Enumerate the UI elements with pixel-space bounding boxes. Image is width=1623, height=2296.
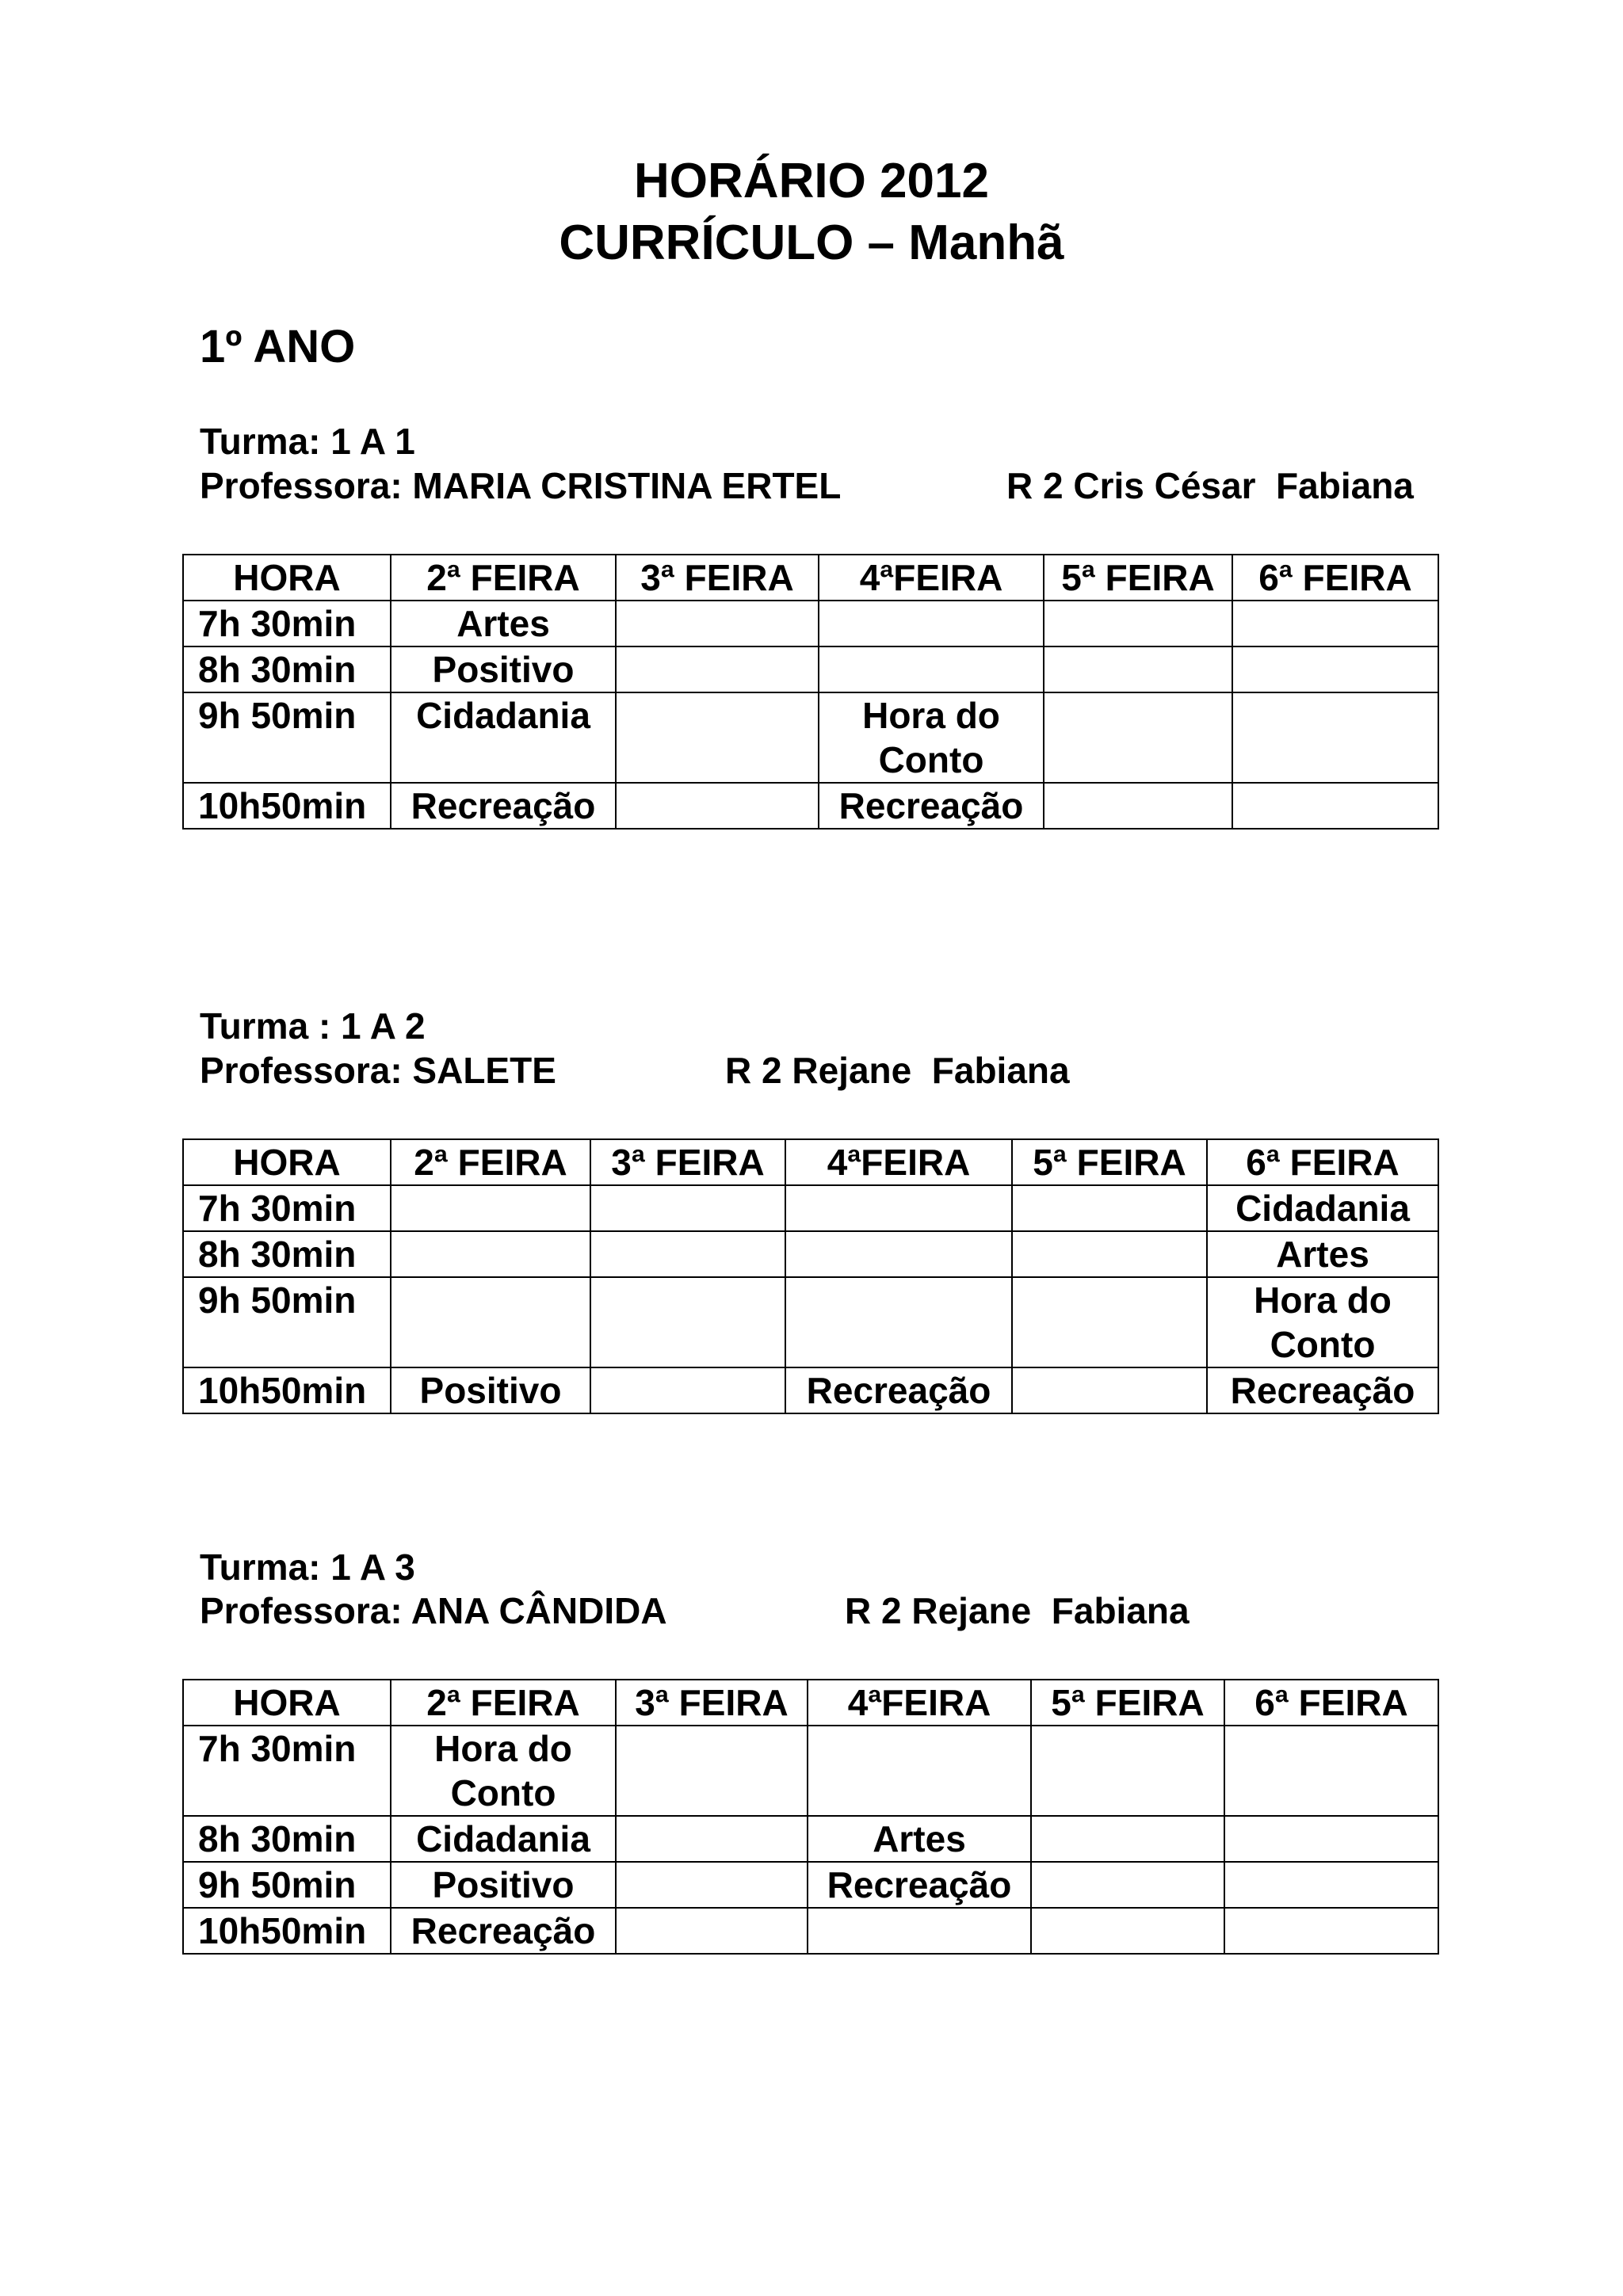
time-cell: 9h 50min (183, 1862, 391, 1908)
schedule-cell-sexta (1232, 646, 1438, 692)
schedule-cell-quarta: Recreação (785, 1367, 1012, 1413)
schedule-cell-quarta (808, 1908, 1031, 1954)
schedule-table-1a3 (182, 1679, 1439, 1955)
header-cell-quinta: 5ª FEIRA (1044, 555, 1232, 601)
schedule-cell-segunda: Positivo (391, 1367, 590, 1413)
schedule-cell-sexta: Hora do Conto (1207, 1277, 1438, 1367)
table-row (183, 646, 1438, 692)
schedule-cell-terca (616, 601, 819, 646)
class-turma-1a3: Turma: 1 A 3 (200, 1547, 415, 1588)
time-cell: 8h 30min (183, 646, 391, 692)
class-professora-1a3: Professora: ANA CÂNDIDA (200, 1590, 667, 1631)
schedule-cell-terca (590, 1231, 785, 1277)
table-row (183, 1726, 1438, 1816)
schedule-cell-sexta (1232, 783, 1438, 829)
class-rooms-1a3: R 2 Rejane Fabiana (845, 1590, 1190, 1631)
class-rooms-1a2: R 2 Rejane Fabiana (725, 1050, 1070, 1091)
schedule-cell-segunda (391, 1231, 590, 1277)
schedule-cell-sexta (1224, 1726, 1438, 1816)
schedule-cell-quinta (1012, 1277, 1207, 1367)
table-header-row (183, 1680, 1438, 1726)
schedule-cell-segunda: Positivo (391, 646, 616, 692)
header-cell-sexta: 6ª FEIRA (1207, 1139, 1438, 1185)
document-title: HORÁRIO 2012 (634, 154, 989, 208)
header-cell-sexta: 6ª FEIRA (1224, 1680, 1438, 1726)
header-cell-hora: HORA (183, 1139, 391, 1185)
header-cell-sexta: 6ª FEIRA (1232, 555, 1438, 601)
schedule-cell-segunda: Cidadania (391, 1816, 616, 1862)
schedule-cell-sexta: Artes (1207, 1231, 1438, 1277)
schedule-cell-segunda: Cidadania (391, 692, 616, 783)
schedule-cell-quinta (1012, 1231, 1207, 1277)
header-cell-quarta: 4ªFEIRA (819, 555, 1044, 601)
schedule-cell-quinta (1044, 601, 1232, 646)
header-cell-quarta: 4ªFEIRA (785, 1139, 1012, 1185)
schedule-cell-terca (616, 1816, 808, 1862)
schedule-cell-terca (590, 1277, 785, 1367)
header-cell-terca: 3ª FEIRA (616, 1680, 808, 1726)
class-professora-1a1: Professora: MARIA CRISTINA ERTEL (200, 465, 842, 506)
header-cell-hora: HORA (183, 555, 391, 601)
class-rooms-1a1: R 2 Cris César Fabiana (1006, 465, 1414, 506)
schedule-cell-sexta (1224, 1908, 1438, 1954)
schedule-cell-quarta (785, 1277, 1012, 1367)
schedule-cell-segunda (391, 1277, 590, 1367)
schedule-cell-segunda: Positivo (391, 1862, 616, 1908)
time-cell: 10h50min (183, 1908, 391, 1954)
header-cell-segunda: 2ª FEIRA (391, 555, 616, 601)
schedule-cell-sexta: Recreação (1207, 1367, 1438, 1413)
schedule-cell-segunda: Hora do Conto (391, 1726, 616, 1816)
schedule-cell-segunda (391, 1185, 590, 1231)
table-header-row (183, 1139, 1438, 1185)
table-row (183, 692, 1438, 783)
schedule-cell-terca (616, 1908, 808, 1954)
schedule-cell-terca (590, 1185, 785, 1231)
schedule-cell-segunda: Recreação (391, 783, 616, 829)
class-turma-1a2: Turma : 1 A 2 (200, 1005, 426, 1047)
schedule-cell-segunda: Artes (391, 601, 616, 646)
header-cell-quinta: 5ª FEIRA (1031, 1680, 1224, 1726)
table-row (183, 601, 1438, 646)
table-row (183, 1277, 1438, 1367)
table-row (183, 1231, 1438, 1277)
time-cell: 9h 50min (183, 1277, 391, 1367)
time-cell: 8h 30min (183, 1816, 391, 1862)
time-cell: 7h 30min (183, 1185, 391, 1231)
header-cell-segunda: 2ª FEIRA (391, 1680, 616, 1726)
table-row (183, 1185, 1438, 1231)
schedule-cell-quinta (1044, 692, 1232, 783)
schedule-cell-terca (616, 1862, 808, 1908)
schedule-cell-terca (616, 783, 819, 829)
schedule-cell-terca (616, 646, 819, 692)
year-heading: 1º ANO (200, 321, 356, 372)
time-cell: 8h 30min (183, 1231, 391, 1277)
schedule-cell-segunda: Recreação (391, 1908, 616, 1954)
schedule-cell-quarta (785, 1185, 1012, 1231)
schedule-cell-quarta: Hora do Conto (819, 692, 1044, 783)
schedule-cell-quinta (1012, 1367, 1207, 1413)
schedule-cell-sexta (1232, 692, 1438, 783)
time-cell: 7h 30min (183, 1726, 391, 1816)
schedule-cell-quarta: Artes (808, 1816, 1031, 1862)
schedule-cell-sexta (1224, 1862, 1438, 1908)
table-row (183, 783, 1438, 829)
table-row (183, 1908, 1438, 1954)
schedule-cell-quinta (1031, 1908, 1224, 1954)
schedule-cell-quinta (1031, 1726, 1224, 1816)
header-cell-hora: HORA (183, 1680, 391, 1726)
header-cell-terca: 3ª FEIRA (590, 1139, 785, 1185)
schedule-table-1a2 (182, 1138, 1439, 1414)
time-cell: 9h 50min (183, 692, 391, 783)
time-cell: 10h50min (183, 783, 391, 829)
schedule-cell-quarta (808, 1726, 1031, 1816)
header-cell-segunda: 2ª FEIRA (391, 1139, 590, 1185)
schedule-cell-quinta (1031, 1816, 1224, 1862)
schedule-cell-terca (616, 692, 819, 783)
class-professora-1a2: Professora: SALETE (200, 1050, 556, 1091)
schedule-cell-quinta (1044, 783, 1232, 829)
table-row (183, 1367, 1438, 1413)
schedule-cell-sexta (1232, 601, 1438, 646)
document-subtitle: CURRÍCULO – Manhã (559, 215, 1064, 270)
table-row (183, 1862, 1438, 1908)
schedule-cell-quinta (1031, 1862, 1224, 1908)
time-cell: 10h50min (183, 1367, 391, 1413)
schedule-cell-quarta: Recreação (819, 783, 1044, 829)
schedule-cell-terca (590, 1367, 785, 1413)
table-header-row (183, 555, 1438, 601)
schedule-cell-quinta (1012, 1185, 1207, 1231)
schedule-cell-quarta (819, 646, 1044, 692)
header-cell-terca: 3ª FEIRA (616, 555, 819, 601)
class-turma-1a1: Turma: 1 A 1 (200, 421, 415, 462)
schedule-cell-sexta: Cidadania (1207, 1185, 1438, 1231)
schedule-cell-quarta (819, 601, 1044, 646)
schedule-table-1a1 (182, 554, 1439, 830)
schedule-cell-quinta (1044, 646, 1232, 692)
table-row (183, 1816, 1438, 1862)
header-cell-quarta: 4ªFEIRA (808, 1680, 1031, 1726)
schedule-cell-terca (616, 1726, 808, 1816)
time-cell: 7h 30min (183, 601, 391, 646)
header-cell-quinta: 5ª FEIRA (1012, 1139, 1207, 1185)
schedule-cell-quarta: Recreação (808, 1862, 1031, 1908)
schedule-cell-sexta (1224, 1816, 1438, 1862)
schedule-cell-quarta (785, 1231, 1012, 1277)
